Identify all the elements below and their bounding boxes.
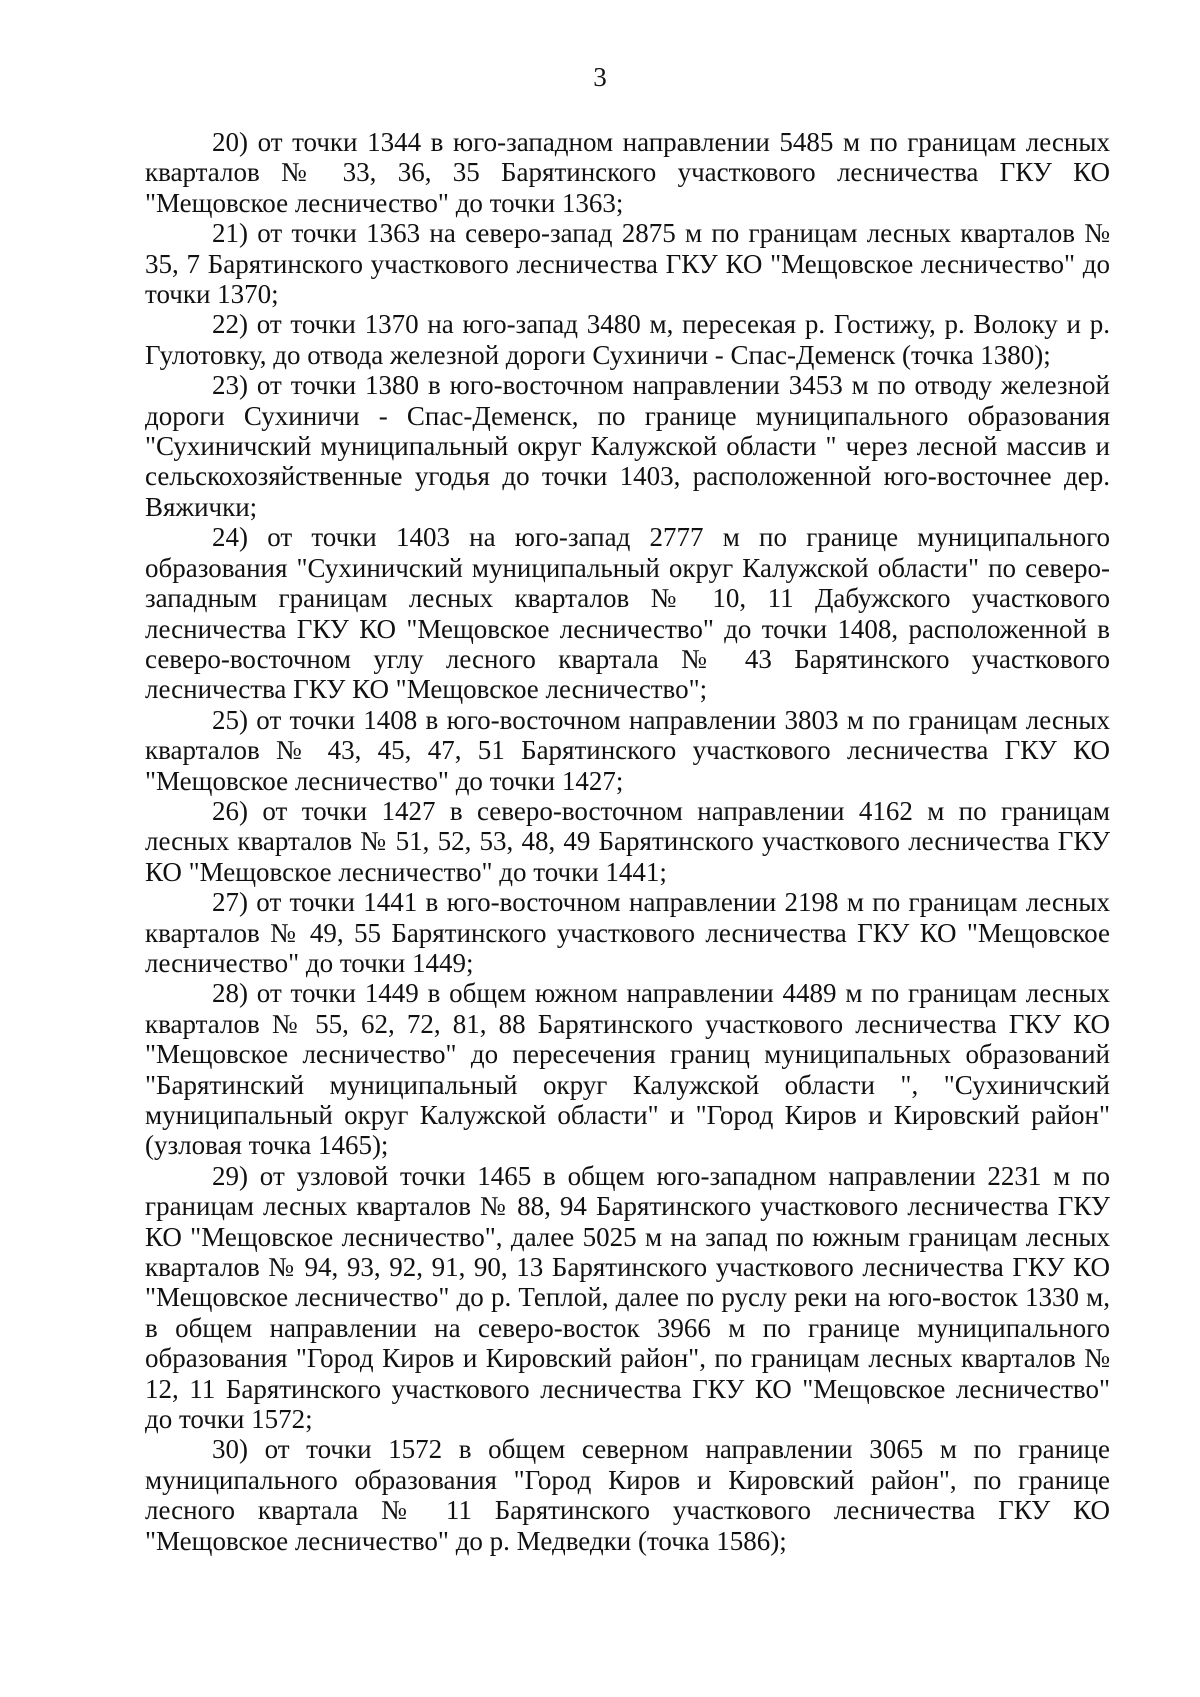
paragraph-27: 27) от точки 1441 в юго-восточном направлении 2198 м по границам лесных кварталов № 49, 55 Барятинского участкового лесничества ГКУ КО "Мещовское лесничество" до точки 1449; xyxy=(145,887,1110,978)
page-number: 3 xyxy=(593,62,607,92)
paragraph-26: 26) от точки 1427 в северо-восточном направлении 4162 м по границам лесных кварталов № 51, 52, 53, 48, 49 Барятинского участкового лесничества ГКУ КО "Мещовское лесничество" до точки 1441; xyxy=(145,795,1110,887)
document-body xyxy=(145,127,1110,1556)
paragraph-30: 30) от точки 1572 в общем северном направлении 3065 м по границе муниципального образования "Город Киров и Кировский район", по границе лесного квартала № 11 Барятинского участкового лесничества ГКУ КО "Мещовское лесничество" до р. Медведки (точка 1586); xyxy=(145,1434,1110,1556)
paragraph-21: 21) от точки 1363 на северо-запад 2875 м по границам лесных кварталов № 35, 7 Барятинского участкового лесничества ГКУ КО "Мещовское лесничество" до точки 1370; xyxy=(145,218,1110,310)
paragraph-23: 23) от точки 1380 в юго-восточном направлении 3453 м по отводу железной дороги Сухиничи - Спас-Деменск, по границе муниципального образования "Сухиничский муниципальный округ Калужской области " через лесной массив и сельскохозяйственные угодья до точки 1403, расположенной юго-восточнее дер. Вяжички; xyxy=(145,370,1110,522)
paragraph-29: 29) от узловой точки 1465 в общем юго-западном направлении 2231 м по границам лесных кварталов № 88, 94 Барятинского участкового лесничества ГКУ КО "Мещовское лесничество", далее 5025 м на запад по южным границам лесных кварталов № 94, 93, 92, 91, 90, 13 Барятинского участкового лесничества ГКУ КО "Мещовское лесничество" до р. Теплой, далее по руслу реки на юго-восток 1330 м, в общем направлении на северо-восток 3966 м по границе муниципального образования "Город Киров и Кировский район", по границам лесных кварталов № 12, 11 Барятинского участкового лесничества ГКУ КО "Мещовское лесничество" до точки 1572; xyxy=(145,1160,1110,1435)
paragraph-28: 28) от точки 1449 в общем южном направлении 4489 м по границам лесных кварталов № 55, 62, 72, 81, 88 Барятинского участкового лесничества ГКУ КО "Мещовское лесничество" до пересечения границ муниципальных образований "Барятинский муниципальный округ Калужской области ", "Сухиничский муниципальный округ Калужской области" и "Город Киров и Кировский район" (узловая точка 1465); xyxy=(145,978,1110,1161)
paragraph-20: 20) от точки 1344 в юго-западном направлении 5485 м по границам лесных кварталов № 33, 36, 35 Барятинского участкового лесничества ГКУ КО "Мещовское лесничество" до точки 1363; xyxy=(145,127,1110,218)
paragraph-25: 25) от точки 1408 в юго-восточном направлении 3803 м по границам лесных кварталов № 43, 45, 47, 51 Барятинского участкового лесничества ГКУ КО "Мещовское лесничество" до точки 1427; xyxy=(145,704,1110,796)
paragraph-22: 22) от точки 1370 на юго-запад 3480 м, пересекая р. Гостижу, р. Волоку и р. Гулотовку, до отвода железной дороги Сухиничи - Спас-Деменск (точка 1380); xyxy=(145,309,1110,370)
paragraph-24: 24) от точки 1403 на юго-запад 2777 м по границе муниципального образования "Сухиничский муниципальный округ Калужской области" по северо-западным границам лесных кварталов № 10, 11 Дабужского участкового лесничества ГКУ КО "Мещовское лесничество" до точки 1408, расположенной в северо-восточном углу лесного квартала № 43 Барятинского участкового лесничества ГКУ КО "Мещовское лесничество"; xyxy=(145,522,1110,705)
